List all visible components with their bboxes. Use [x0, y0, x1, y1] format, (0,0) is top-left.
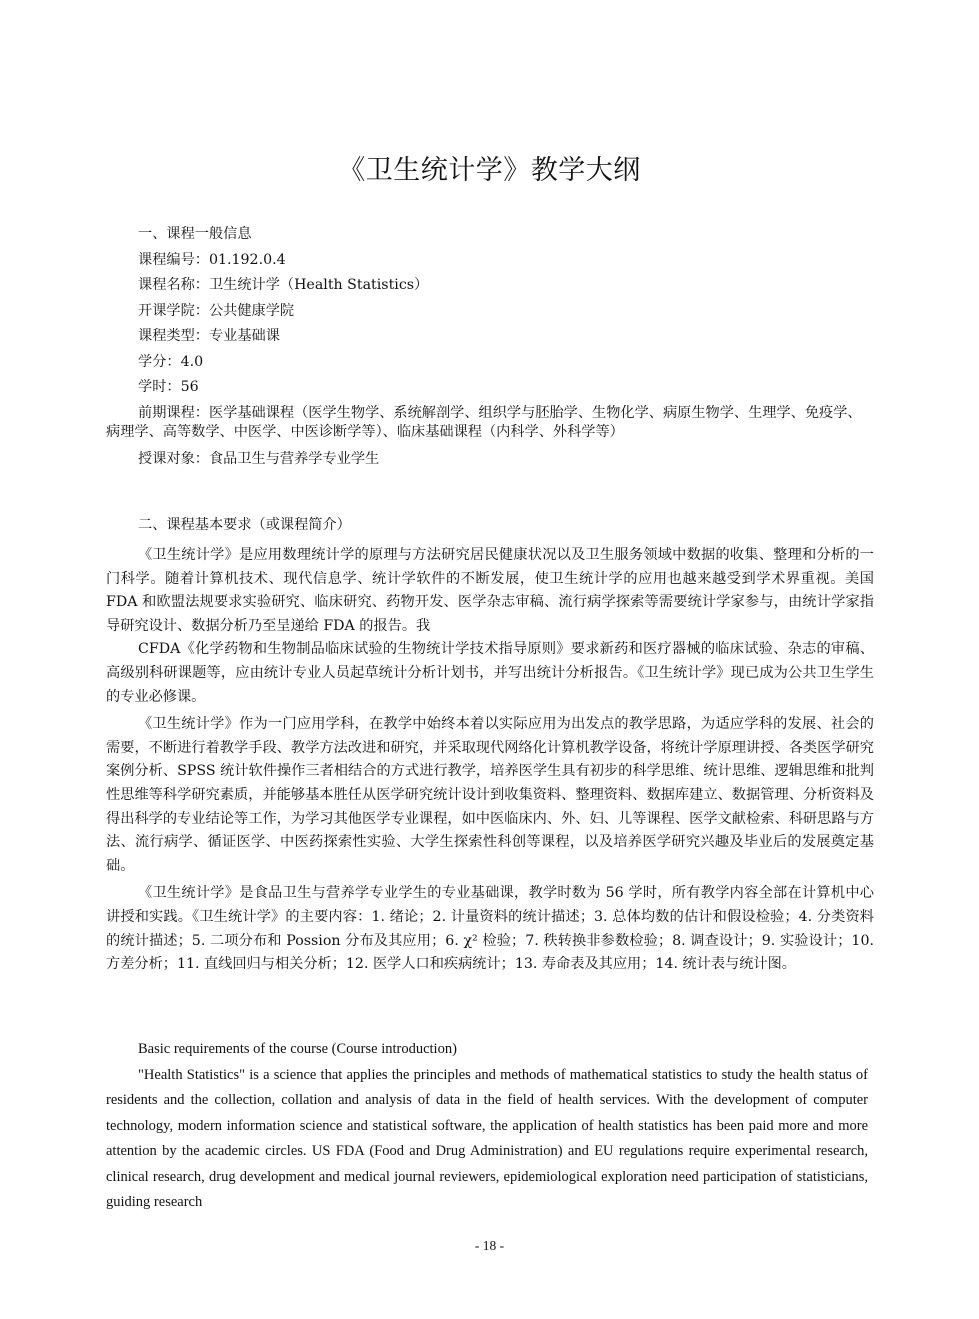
chinese-body	[106, 544, 874, 977]
course-name: 课程名称：卫生统计学（Health Statistics）	[138, 277, 429, 293]
paragraph-3: 《卫生统计学》是食品卫生与营养学专业学生的专业基础课，教学时数为 56 学时，所有教学内容全部在计算机中心讲授和实践。《卫生统计学》的主要内容：1. 绪论；2. 计量资料的统计描述；3. 总体均数的估计和假设检验；4. 分类资料的统计描述；5. 二项分布和 Possion 分布及其应用；6. χ² 检验；7. 秩转换非参数检验；8. 调查设计；9. 实验设计；10. 方差分析；11. 直线回归与相关分析；12. 医学人口和疾病统计；13. 寿命表及其应用；14. 统计表与统计图。	[106, 885, 874, 973]
course-info-block	[106, 222, 874, 472]
paragraph-1: 《卫生统计学》是应用数理统计学的原理与方法研究居民健康状况以及卫生服务领域中数据的收集、整理和分析的一门科学。随着计算机技术、现代信息学、统计学软件的不断发展，使卫生统计学的应用也越来越受到学术界重视。美国 FDA 和欧盟法规要求实验研究、临床研究、药物开发、医学杂志审稿、流行病学探索等需要统计学家参与，由统计学家指导研究设计、数据分析乃至呈递给 FDA 的报告。我	[106, 547, 874, 634]
section1-heading: 一、课程一般信息	[138, 226, 252, 242]
course-code: 课程编号：01.192.0.4	[138, 251, 286, 268]
credits: 学分：4.0	[138, 353, 204, 370]
paragraph-2: 《卫生统计学》作为一门应用学科，在教学中始终本着以实际应用为出发点的教学思路，为适应学科的发展、社会的需要，不断进行着教学手段、教学方法改进和研究，并采取现代网络化计算机教学设备，将统计学原理讲授、各类医学研究案例分析、SPSS 统计软件操作三者相结合的方式进行教学，培养医学生具有初步的科学思维、统计思维、逻辑思维和批判性思维等科学研究素质，并能够基本胜任从医学研究统计设计到收集资料、整理资料、数据库建立、数据管理、分析资料及得出科学的专业结论等工作，为学习其他医学专业课程，如中医临床内、外、妇、儿等课程、医学文献检索、科研思路与方法、流行病学、循证医学、中医药探索性实验、大学生探索性科创等课程，以及培养医学研究兴趣及毕业后的发展奠定基础。	[106, 716, 874, 874]
english-body	[106, 1037, 868, 1216]
audience: 授课对象：食品卫生与营养学专业学生	[138, 450, 380, 467]
english-heading: Basic requirements of the course (Course introduction)	[138, 1041, 457, 1057]
college: 开课学院：公共健康学院	[138, 302, 295, 319]
document-title: 《卫生统计学》教学大纲	[338, 155, 641, 186]
prerequisites: 前期课程：医学基础课程（医学生物学、系统解剖学、组织学与胚胎学、生物化学、病原生物学、生理学、免疫学、病理学、高等数学、中医学、中医诊断学等）、临床基础课程（内科学、外科学等）	[106, 404, 862, 440]
section2-heading: 二、课程基本要求（或课程简介）	[138, 517, 351, 533]
paragraph-1-continued: CFDA《化学药物和生物制品临床试验的生物统计学技术指导原则》要求新药和医疗器械的临床试验、杂志的审稿、高级别科研课题等，应由统计专业人员起草统计分析计划书，并写出统计分析报告。《卫生统计学》现已成为公共卫生学生的专业必修课。	[106, 641, 874, 705]
page-number: - 18 -	[474, 1238, 505, 1253]
course-type: 课程类型：专业基础课	[138, 328, 280, 344]
hours: 学时：56	[138, 379, 199, 395]
english-paragraph: "Health Statistics" is a science that applies the principles and methods of mathematical statistics to study the health status of residents and the collection, collation and analysis of data in the field of health services. With the development of computer technology, modern information science and statistical software, the application of health statistics has been paid more and more attention by the academic circles. US FDA (Food and Drug Administration) and EU regulations require experimental research, clinical research, drug development and medical journal reviewers, epidemiological exploration need participation of statisticians, guiding research	[106, 1066, 868, 1210]
